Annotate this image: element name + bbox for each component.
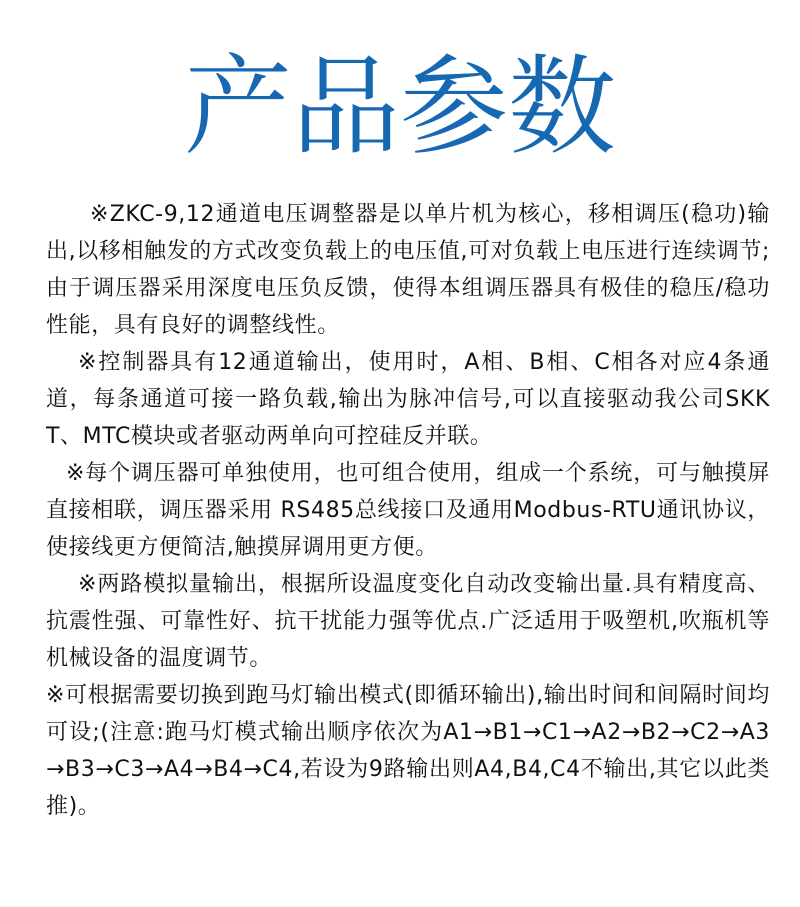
paragraph-voltage-regulator: ※ZKC-9,12通道电压调整器是以单片机为核心，移相调压(稳功)输出,以移相触发的方式改变负载上的电压值,可对负载上电压进行连续调节;由于调压器采用深度电压负反馈，使得本组调压器具有极佳的稳压/稳功性能，具有良好的调整线性。 [46, 202, 770, 338]
paragraph-rs485-modbus: ※每个调压器可单独使用，也可组合使用，组成一个系统，可与触摸屏直接相联，调压器采用 RS485总线接口及通用Modbus-RTU通讯协议，使接线更方便简洁,触摸屏调用更方便。 [46, 461, 770, 560]
paragraph-analog-output: ※两路模拟量输出，根据所设温度变化自动改变输出量.具有精度高、抗震性强、可靠性好、抗干扰能力强等优点.广泛适用于吸塑机,吹瓶机等机械设备的温度调节。 [46, 572, 770, 671]
paragraph-channel-output: ※控制器具有12通道输出，使用时，A相、B相、C相各对应4条通道，每条通道可接一路负载,输出为脉冲信号,可以直接驱动我公司SKKT、MTC模块或者驱动两单向可控硅反并联。 [46, 350, 770, 449]
parameter-description [46, 196, 770, 825]
paragraph-marquee-mode: ※可根据需要切换到跑马灯输出模式(即循环输出),输出时间和间隔时间均可设;(注意:跑马灯模式输出顺序依次为A1→B1→C1→A2→B2→C2→A3→B3→C3→A4→B4→C4,若设为9路输出则A4,B4,C4不输出,其它以此类推)。 [46, 683, 770, 819]
page-title: 产品参数 [183, 45, 616, 170]
